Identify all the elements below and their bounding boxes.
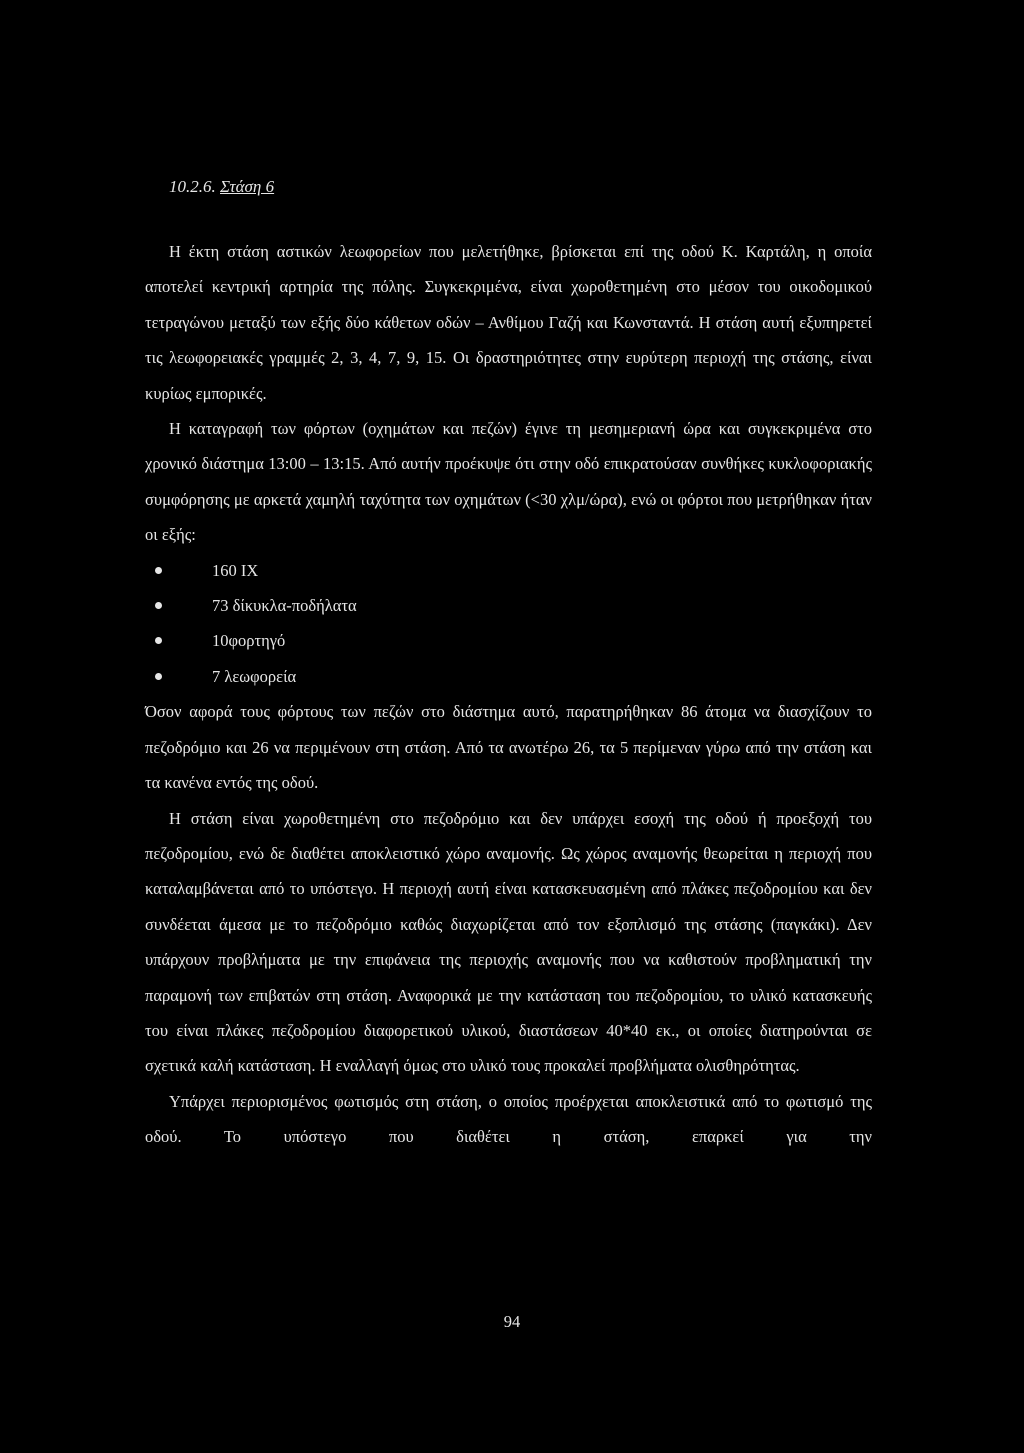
paragraph-stop-location: Η έκτη στάση αστικών λεωφορείων που μελετήθηκε, βρίσκεται επί της οδού Κ. Καρτάλη, η οποία αποτελεί κεντρική αρτηρία της πόλης. Συγκεκριμένα, είναι χωροθετημένη στο μέσον του οικοδομικού τετραγώνου μεταξύ των εξής δύο κάθετων οδών – Ανθίμου Γαζή και Κωνσταντά. Η στάση αυτή εξυπηρετεί τις λεωφορειακές γραμμές 2, 3, 4, 7, 9, 15. Οι δραστηριότητες στην ευρύτερη περιοχή της στάσης, είναι κυρίως εμπορικές. (145, 242, 872, 403)
bullet-icon (155, 567, 162, 574)
list-item (145, 659, 872, 694)
section-heading (145, 170, 872, 204)
list-item (145, 553, 872, 588)
paragraph-lighting: Υπάρχει περιορισμένος φωτισμός στη στάση, ο οποίος προέρχεται αποκλειστικά από το φωτισμό της οδού. Το υπόστεγο που διαθέτει η στάση, επαρκεί για την (145, 1091, 872, 1147)
list-item (145, 588, 872, 623)
bullet-icon (155, 602, 162, 609)
page-number: 94 (503, 1312, 521, 1331)
section-title: Στάση 6 (220, 177, 275, 196)
list-item-text: 160 ΙΧ (212, 560, 259, 580)
list-item-text: 10φορτηγό (212, 631, 286, 651)
section-number: 10.2.6. (169, 177, 216, 196)
paragraph-pedestrian-counts: Όσον αφορά τους φόρτους των πεζών στο διάστημα αυτό, παρατηρήθηκαν 86 άτομα να διασχίζουν το πεζοδρόμιο και 26 να περιμένουν στη στάση. Από τα ανωτέρω 26, τα 5 περίμεναν γύρω από την στάση και τα κανένα εντός της οδού. (145, 702, 872, 793)
list-item-text: 7 λεωφορεία (212, 666, 297, 686)
vehicle-counts-list (145, 553, 872, 695)
paragraph-traffic-survey: Η καταγραφή των φόρτων (οχημάτων και πεζών) έγινε τη μεσημεριανή ώρα και συγκεκριμένα στο χρονικό διάστημα 13:00 – 13:15. Από αυτήν προέκυψε ότι στην οδό επικρατούσαν συνθήκες κυκλοφοριακής συμφόρησης με αρκετά χαμηλή ταχύτητα των οχημάτων (<30 χλμ/ώρα), ενώ οι φόρτοι που μετρήθηκαν ήταν οι εξής: (145, 419, 872, 545)
paragraph-waiting-area: Η στάση είναι χωροθετημένη στο πεζοδρόμιο και δεν υπάρχει εσοχή της οδού ή προεξοχή του πεζοδρομίου, ενώ δε διαθέτει αποκλειστικό χώρο αναμονής. Ως χώρος αναμονής θεωρείται η περιοχή που καταλαμβάνεται από το υπόστεγο. Η περιοχή αυτή είναι κατασκευασμένη από πλάκες πεζοδρομίου και δεν συνδέεται άμεσα με το πεζοδρόμιο καθώς διαχωρίζεται από τον εξοπλισμό της στάσης (παγκάκι). Δεν υπάρχουν προβλήματα με την επιφάνεια της περιοχής αναμονής που να καθιστούν προβληματική την παραμονή των επιβατών στη στάση. Αναφορικά με την κατάσταση του πεζοδρομίου, το υλικό κατασκευής του είναι πλάκες πεζοδρομίου διαφορετικού υλικού, διαστάσεων 40*40 εκ., οι οποίες διατηρούνται σε σχετικά καλή κατάσταση. Η εναλλαγή όμως στο υλικό τους προκαλεί προβλήματα ολισθηρότητας. (145, 808, 872, 1076)
bullet-icon (155, 637, 162, 644)
list-item-text: 73 δίκυκλα-ποδήλατα (212, 596, 357, 616)
list-item (145, 623, 872, 658)
bullet-icon (155, 673, 162, 680)
document-page (145, 170, 872, 1155)
